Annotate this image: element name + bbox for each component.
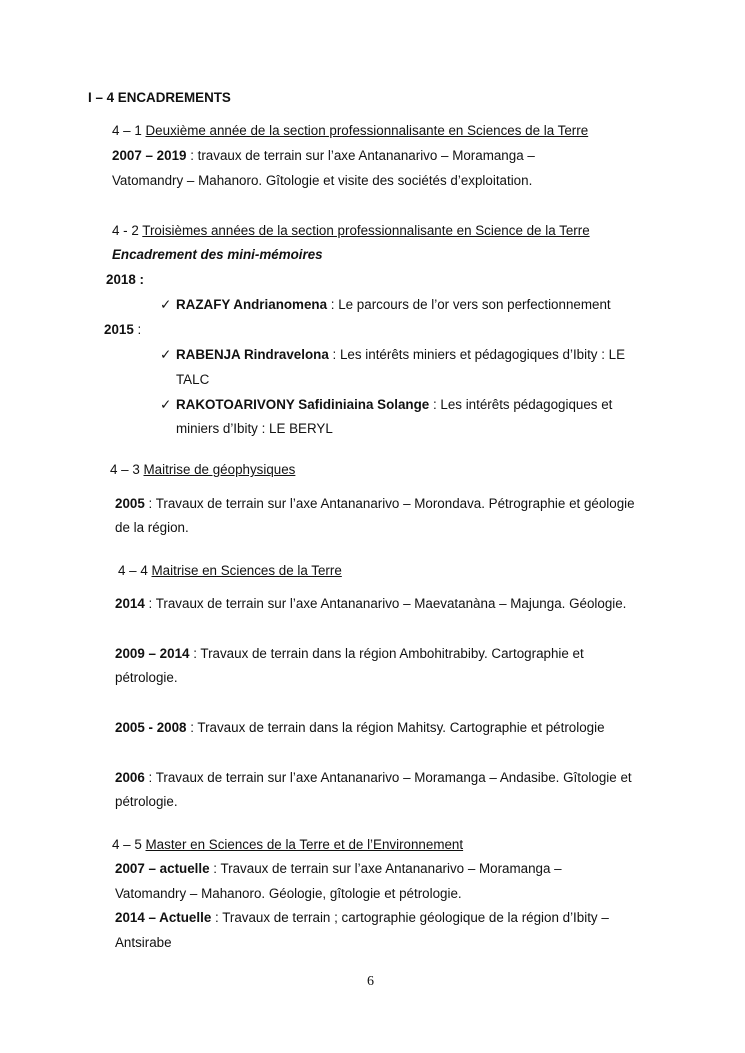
list-item — [160, 397, 612, 413]
student-name: RAZAFY Andrianomena — [176, 297, 328, 312]
entry-year: 2009 – 2014 — [115, 646, 190, 661]
subsection-number: 4 – 4 — [118, 563, 152, 578]
entry-line — [115, 770, 632, 786]
memoir-title: : Les intérêts miniers et pédagogiques d’Ibity : LE — [328, 347, 626, 362]
entry-line: pétrologie. — [115, 794, 178, 809]
memoir-title: : Les intérêts pédagogiques et — [429, 397, 613, 412]
subsection-4-5-header — [112, 837, 463, 853]
year-label — [104, 322, 141, 338]
entry-line — [115, 596, 626, 612]
subsection-number: 4 – 1 — [112, 123, 146, 138]
subsection-number: 4 – 3 — [110, 462, 144, 477]
entry-line: Vatomandry – Mahanoro. Gîtologie et visite des sociétés d’exploitation. — [112, 173, 533, 188]
year-value: 2015 — [104, 322, 134, 337]
entry-year: 2007 – actuelle — [115, 861, 210, 876]
entry-text: : Travaux de terrain dans la région Mahitsy. Cartographie et pétrologie — [186, 720, 605, 735]
check-icon: ✓ — [160, 347, 172, 362]
entry-text: : Travaux de terrain ; cartographie géologique de la région d’Ibity – — [211, 910, 609, 925]
entry-line — [112, 148, 535, 164]
subsection-number: 4 - 2 — [112, 223, 143, 238]
subsection-4-2-header — [112, 223, 590, 239]
subsection-title: Deuxième année de la section professionnalisante en Sciences de la Terre — [145, 123, 589, 138]
year-colon: : — [133, 322, 142, 337]
subsection-title: Master en Sciences de la Terre et de l’Environnement — [145, 837, 464, 852]
entry-line: de la région. — [115, 520, 189, 535]
student-name: RABENJA Rindravelona — [176, 347, 329, 362]
list-item — [160, 297, 611, 313]
subsection-title: Troisièmes années de la section professionnalisante en Science de la Terre — [142, 223, 590, 238]
entry-text: : Travaux de terrain sur l’axe Antananarivo – Maevatanàna – Majunga. Géologie. — [144, 596, 627, 611]
entry-year: 2005 - 2008 — [115, 720, 187, 735]
entry-line — [115, 910, 609, 926]
section-heading: I – 4 ENCADREMENTS — [88, 90, 231, 105]
entry-text: : Travaux de terrain sur l’axe Antananarivo – Morondava. Pétrographie et géologie — [144, 496, 635, 511]
entry-text: : Travaux de terrain sur l’axe Antananarivo – Moramanga – — [209, 861, 562, 876]
entry-line: Antsirabe — [115, 935, 172, 950]
memoir-title: : Le parcours de l’or vers son perfectionnement — [327, 297, 611, 312]
entry-line — [115, 496, 635, 512]
page-number: 6 — [367, 974, 374, 989]
entry-text: : travaux de terrain sur l’axe Antananarivo – Moramanga – — [186, 148, 535, 163]
entry-line — [115, 720, 605, 736]
memoir-title-continued: TALC — [176, 372, 210, 387]
entry-year: 2014 — [115, 596, 145, 611]
subsection-4-3-header — [110, 462, 295, 478]
year-label: 2018 : — [106, 272, 144, 287]
entry-line: pétrologie. — [115, 670, 178, 685]
subsection-number: 4 – 5 — [112, 837, 146, 852]
entry-year: 2005 — [115, 496, 145, 511]
memoir-title-continued: miniers d’Ibity : LE BERYL — [176, 421, 333, 436]
entry-line — [115, 861, 562, 877]
entry-year: 2006 — [115, 770, 145, 785]
student-name: RAKOTOARIVONY Safidiniaina Solange — [176, 397, 430, 412]
entry-text: : Travaux de terrain dans la région Ambohitrabiby. Cartographie et — [189, 646, 584, 661]
check-icon: ✓ — [160, 397, 172, 412]
entry-line: Vatomandry – Mahanoro. Géologie, gîtologie et pétrologie. — [115, 886, 462, 901]
subsection-4-1-header — [112, 123, 588, 139]
list-item — [160, 347, 625, 363]
subsection-title: Maitrise en Sciences de la Terre — [151, 563, 342, 578]
subsection-subtitle: Encadrement des mini-mémoires — [112, 247, 323, 262]
entry-year: 2007 – 2019 — [112, 148, 187, 163]
entry-year: 2014 – Actuelle — [115, 910, 212, 925]
entry-line — [115, 646, 584, 662]
check-icon: ✓ — [160, 297, 172, 312]
entry-text: : Travaux de terrain sur l’axe Antananarivo – Moramanga – Andasibe. Gîtologie et — [144, 770, 632, 785]
subsection-title: Maitrise de géophysiques — [143, 462, 296, 477]
subsection-4-4-header — [118, 563, 342, 579]
